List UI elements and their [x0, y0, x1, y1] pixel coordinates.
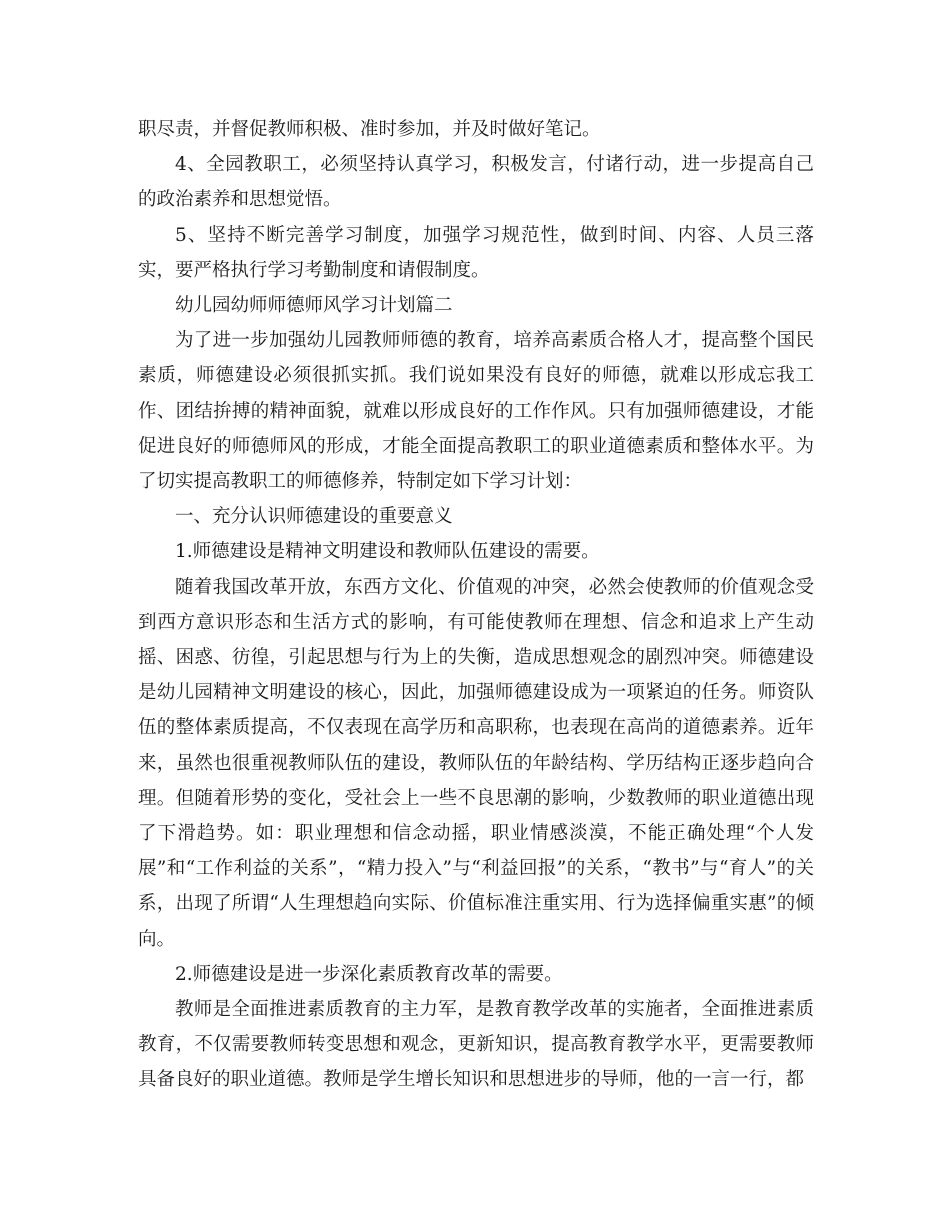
- paragraph-body-1: 随着我国改革开放，东西方文化、价值观的冲突，必然会使教师的价值观念受到西方意识形态和生活方式的影响，有可能使教师在理想、信念和追求上产生动摇、困惑、彷徨，引起思想与行为上的失衡，造成思想观念的剧烈冲突。师德建设是幼儿园精神文明建设的核心，因此，加强师德建设成为一项紧迫的任务。师资队伍的整体素质提高，不仅表现在高学历和高职称，也表现在高尚的道德素养。近年来，虽然也很重视教师队伍的建设，教师队伍的年龄结构、学历结构正逐步趋向合理。但随着形势的变化，受社会上一些不良思潮的影响，少数教师的职业道德出现了下滑趋势。如：职业理想和信念动摇，职业情感淡漠，不能正确处理“个人发展”和“工作利益的关系”，“精力投入”与“利益回报”的关系，“教书”与“育人”的关系，出现了所谓“人生理想趋向实际、价值标准注重实用、行为选择偏重实惠”的倾向。: [138, 576, 814, 950]
- subheading-1: 1.师德建设是精神文明建设和教师队伍建设的需要。: [175, 541, 600, 563]
- paragraph-continued: 职尽责，并督促教师积极、准时参加，并及时做好笔记。: [138, 119, 601, 140]
- section-title: 幼儿园幼师师德师风学习计划篇二: [175, 295, 453, 317]
- heading-part-1: 一、充分认识师德建设的重要意义: [175, 506, 453, 528]
- paragraph-item-5: 5、坚持不断完善学习制度，加强学习规范性，做到时间、内容、人员三落实，要严格执行学习考勤制度和请假制度。: [138, 224, 814, 281]
- paragraph-body-2: 教师是全面推进素质教育的主力军，是教育教学改革的实施者，全面推进素质教育，不仅需要教师转变思想和观念，更新知识，提高教育教学水平，更需要教师具备良好的职业道德。教师是学生增长知识和思想进步的导师，他的一言一行，都: [138, 999, 814, 1091]
- paragraph-item-4: 4、全园教职工，必须坚持认真学习，积极发言，付诸行动，进一步提高自己的政治素养和思想觉悟。: [138, 154, 814, 211]
- document-body: [138, 112, 814, 1098]
- paragraph-intro: 为了进一步加强幼儿园教师师德的教育，培养高素质合格人才，提高整个国民素质，师德建设必须很抓实抓。我们说如果没有良好的师德，就难以形成忘我工作、团结拚搏的精神面貌，就难以形成良好的工作作风。只有加强师德建设，才能促进良好的师德师风的形成，才能全面提高教职工的职业道德素质和整体水平。为了切实提高教职工的师德修养，特制定如下学习计划：: [138, 330, 814, 493]
- subheading-2: 2.师德建设是进一步深化素质教育改革的需要。: [175, 963, 563, 985]
